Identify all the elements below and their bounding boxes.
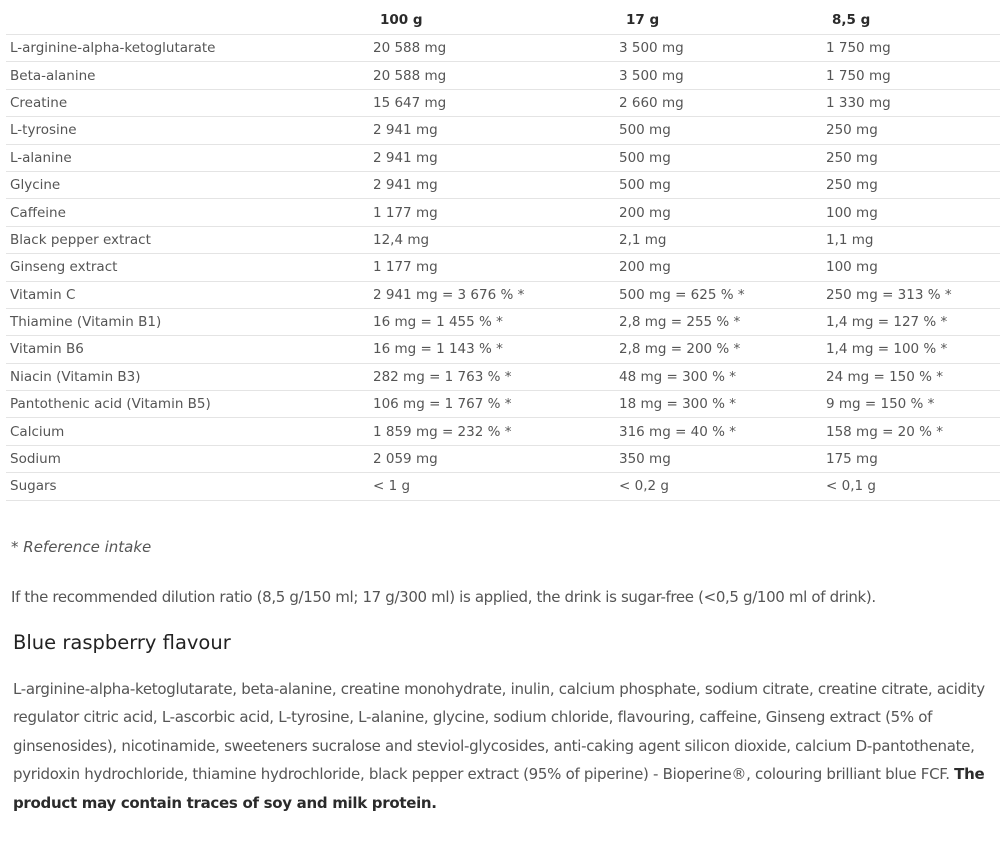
value-100g-cell: 2 941 mg = 3 676 % * <box>368 281 619 308</box>
value-8-5g-cell: 158 mg = 20 % * <box>826 418 1000 445</box>
value-17g-cell: 2,8 mg = 255 % * <box>619 308 826 335</box>
ingredient-name-cell: Caffeine <box>6 199 368 226</box>
value-17g-cell: 500 mg <box>619 171 826 198</box>
table-body <box>6 35 1000 501</box>
ingredient-name-cell: Thiamine (Vitamin B1) <box>6 308 368 335</box>
table-row <box>6 363 1000 390</box>
value-100g-cell: 20 588 mg <box>368 35 619 62</box>
value-100g-cell: 12,4 mg <box>368 226 619 253</box>
ingredients-text: L-arginine-alpha-ketoglutarate, beta-alanine, creatine monohydrate, inulin, calcium phosphate, sodium citrate, creatine citrate, acidity regulator citric acid, L-ascorbic acid, L-tyrosine, L-alanine, glycine, sodium chloride, flavouring, caffeine, Ginseng extract (5% of ginsenosides), nicotinamide, sweeteners sucralose and steviol-glycosides, anti-caking agent silicon dioxide, calcium D-pantothenate, pyridoxin hydrochloride, thiamine hydrochloride, black pepper extract (95% of piperine) - Bioperine®, colouring brilliant blue FCF. <box>13 680 985 784</box>
value-100g-cell: 282 mg = 1 763 % * <box>368 363 619 390</box>
ingredient-name-cell: Beta-alanine <box>6 62 368 89</box>
value-8-5g-cell: 9 mg = 150 % * <box>826 391 1000 418</box>
table-row <box>6 35 1000 62</box>
value-17g-cell: 500 mg <box>619 117 826 144</box>
ingredients-list <box>13 675 991 817</box>
table-row <box>6 336 1000 363</box>
value-17g-cell: 2,1 mg <box>619 226 826 253</box>
value-8-5g-cell: 250 mg = 313 % * <box>826 281 1000 308</box>
ingredient-name-cell: Sugars <box>6 473 368 500</box>
ingredient-name-cell: Creatine <box>6 89 368 116</box>
table-row <box>6 473 1000 500</box>
table-row <box>6 144 1000 171</box>
value-8-5g-cell: 175 mg <box>826 445 1000 472</box>
ingredient-name-cell: Niacin (Vitamin B3) <box>6 363 368 390</box>
header-8-5g: 8,5 g <box>826 6 1000 35</box>
value-8-5g-cell: 24 mg = 150 % * <box>826 363 1000 390</box>
ingredient-name-cell: Vitamin C <box>6 281 368 308</box>
ingredient-name-cell: Glycine <box>6 171 368 198</box>
value-100g-cell: 15 647 mg <box>368 89 619 116</box>
reference-intake-footnote: * Reference intake <box>11 538 152 556</box>
ingredient-name-cell: L-alanine <box>6 144 368 171</box>
header-ingredient <box>6 6 368 35</box>
table-row <box>6 171 1000 198</box>
header-17g: 17 g <box>619 6 826 35</box>
table-row <box>6 226 1000 253</box>
value-17g-cell: < 0,2 g <box>619 473 826 500</box>
value-100g-cell: 16 mg = 1 455 % * <box>368 308 619 335</box>
value-8-5g-cell: 1 750 mg <box>826 35 1000 62</box>
value-100g-cell: 106 mg = 1 767 % * <box>368 391 619 418</box>
value-8-5g-cell: 250 mg <box>826 144 1000 171</box>
value-100g-cell: 2 941 mg <box>368 117 619 144</box>
table-row <box>6 418 1000 445</box>
value-8-5g-cell: 1,4 mg = 100 % * <box>826 336 1000 363</box>
value-17g-cell: 200 mg <box>619 254 826 281</box>
value-8-5g-cell: 100 mg <box>826 254 1000 281</box>
value-8-5g-cell: 1,4 mg = 127 % * <box>826 308 1000 335</box>
ingredient-name-cell: Calcium <box>6 418 368 445</box>
value-100g-cell: 2 059 mg <box>368 445 619 472</box>
value-17g-cell: 48 mg = 300 % * <box>619 363 826 390</box>
table-row <box>6 391 1000 418</box>
value-100g-cell: 1 177 mg <box>368 199 619 226</box>
header-100g: 100 g <box>368 6 619 35</box>
value-8-5g-cell: 1 750 mg <box>826 62 1000 89</box>
value-17g-cell: 500 mg <box>619 144 826 171</box>
table-row <box>6 199 1000 226</box>
value-17g-cell: 3 500 mg <box>619 35 826 62</box>
table-row <box>6 281 1000 308</box>
value-8-5g-cell: 250 mg <box>826 117 1000 144</box>
ingredient-name-cell: Black pepper extract <box>6 226 368 253</box>
value-8-5g-cell: 250 mg <box>826 171 1000 198</box>
value-17g-cell: 316 mg = 40 % * <box>619 418 826 445</box>
value-17g-cell: 350 mg <box>619 445 826 472</box>
value-17g-cell: 18 mg = 300 % * <box>619 391 826 418</box>
value-17g-cell: 2,8 mg = 200 % * <box>619 336 826 363</box>
ingredient-name-cell: L-tyrosine <box>6 117 368 144</box>
value-17g-cell: 3 500 mg <box>619 62 826 89</box>
value-100g-cell: < 1 g <box>368 473 619 500</box>
nutrition-table <box>6 6 1000 501</box>
dilution-note: If the recommended dilution ratio (8,5 g/150 ml; 17 g/300 ml) is applied, the drink is sugar-free (<0,5 g/100 ml of drink). <box>11 588 876 606</box>
value-100g-cell: 16 mg = 1 143 % * <box>368 336 619 363</box>
ingredient-name-cell: L-arginine-alpha-ketoglutarate <box>6 35 368 62</box>
value-100g-cell: 20 588 mg <box>368 62 619 89</box>
value-17g-cell: 200 mg <box>619 199 826 226</box>
value-100g-cell: 1 859 mg = 232 % * <box>368 418 619 445</box>
value-100g-cell: 1 177 mg <box>368 254 619 281</box>
value-8-5g-cell: < 0,1 g <box>826 473 1000 500</box>
table-row <box>6 445 1000 472</box>
ingredient-name-cell: Vitamin B6 <box>6 336 368 363</box>
value-8-5g-cell: 1 330 mg <box>826 89 1000 116</box>
value-17g-cell: 500 mg = 625 % * <box>619 281 826 308</box>
value-100g-cell: 2 941 mg <box>368 144 619 171</box>
value-17g-cell: 2 660 mg <box>619 89 826 116</box>
table-row <box>6 308 1000 335</box>
table-row <box>6 117 1000 144</box>
table-row <box>6 89 1000 116</box>
value-8-5g-cell: 100 mg <box>826 199 1000 226</box>
flavour-heading: Blue raspberry flavour <box>13 631 231 654</box>
ingredient-name-cell: Pantothenic acid (Vitamin B5) <box>6 391 368 418</box>
table-row <box>6 254 1000 281</box>
ingredient-name-cell: Sodium <box>6 445 368 472</box>
allergen-warning: The product may contain traces of soy and milk protein. <box>13 765 985 812</box>
table-header-row <box>6 6 1000 35</box>
table-row <box>6 62 1000 89</box>
ingredient-name-cell: Ginseng extract <box>6 254 368 281</box>
value-8-5g-cell: 1,1 mg <box>826 226 1000 253</box>
value-100g-cell: 2 941 mg <box>368 171 619 198</box>
